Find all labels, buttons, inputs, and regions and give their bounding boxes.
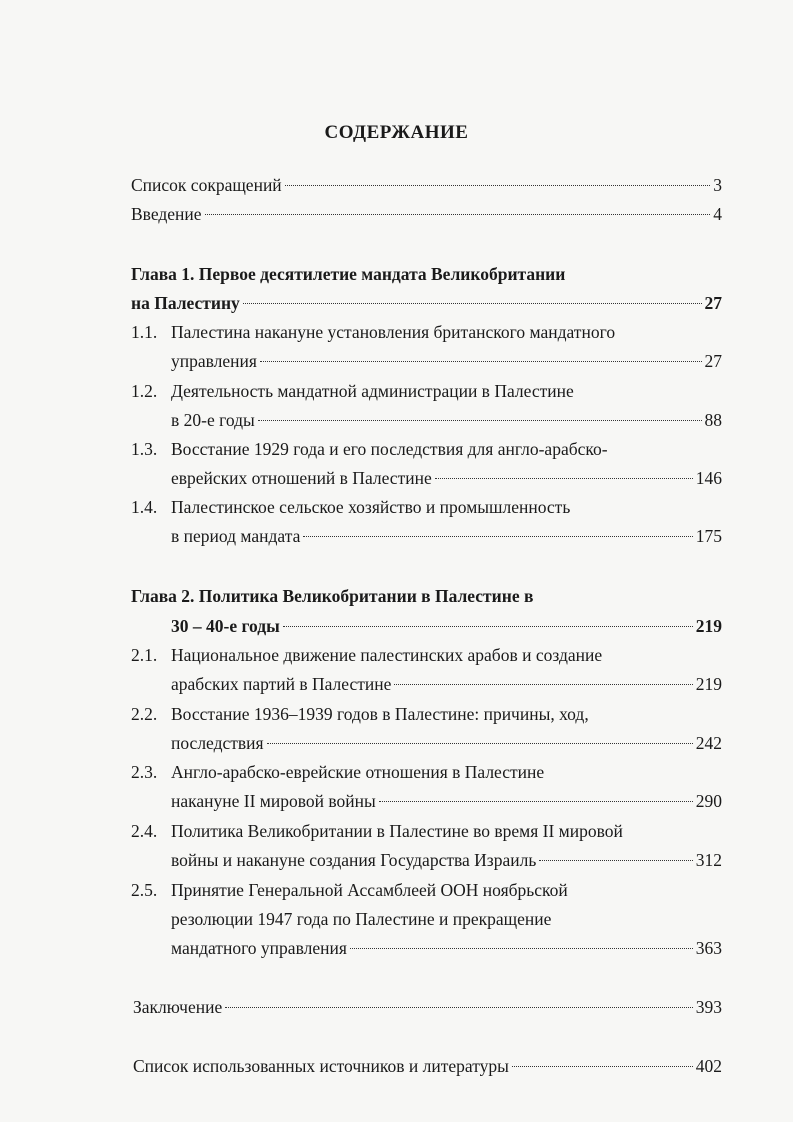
section-2-5-line2: резолюции 1947 года по Палестине и прекращение bbox=[171, 909, 552, 929]
chapter-1-title: Глава 1. Первое десятилетие мандата Великобритании bbox=[131, 264, 566, 284]
section-2-4: 2.4. Политика Великобритании в Палестине во время II мировой bbox=[131, 821, 623, 841]
section-2-3: 2.3. Англо-арабско-еврейские отношения в Палестине bbox=[131, 762, 545, 782]
section-2-4-cont: войны и накануне создания Государства Израиль 312 bbox=[171, 850, 722, 870]
leader-dots bbox=[225, 1007, 693, 1008]
section-1-1-cont: управления 27 bbox=[171, 351, 722, 371]
section-1-4-cont: в период мандата 175 bbox=[171, 526, 722, 546]
chapter-2-title-cont: 30 – 40-е годы 219 bbox=[171, 616, 722, 636]
leader-dots bbox=[379, 801, 693, 802]
leader-dots bbox=[260, 361, 702, 362]
section-1-1: 1.1. Палестина накануне установления британского мандатного bbox=[131, 322, 616, 342]
section-2-2-cont: последствия 242 bbox=[171, 733, 722, 753]
chapter-1-title-cont: на Палестину 27 bbox=[131, 293, 722, 313]
leader-dots bbox=[258, 420, 702, 421]
chapter-2-title: Глава 2. Политика Великобритании в Палестине в bbox=[131, 586, 534, 606]
section-2-5: 2.5. Принятие Генеральной Ассамблеей ООН ноябрьской bbox=[131, 880, 568, 900]
section-1-4: 1.4. Палестинское сельское хозяйство и промышленность bbox=[131, 497, 571, 517]
leader-dots bbox=[350, 948, 693, 949]
section-1-2: 1.2. Деятельность мандатной администрации в Палестине bbox=[131, 381, 574, 401]
leader-dots bbox=[267, 743, 693, 744]
leader-dots bbox=[512, 1066, 693, 1067]
section-2-1-cont: арабских партий в Палестине 219 bbox=[171, 674, 722, 694]
leader-dots bbox=[303, 536, 692, 537]
toc-entry-abbreviations: Список сокращений 3 bbox=[131, 175, 722, 195]
section-2-1: 2.1. Национальное движение палестинских арабов и создание bbox=[131, 645, 603, 665]
leader-dots bbox=[243, 303, 702, 304]
leader-dots bbox=[285, 185, 711, 186]
toc-entry-sources: Список использованных источников и литературы 402 bbox=[133, 1056, 722, 1076]
leader-dots bbox=[435, 478, 693, 479]
leader-dots bbox=[283, 626, 693, 627]
section-1-2-cont: в 20-е годы 88 bbox=[171, 410, 722, 430]
toc-entry-introduction: Введение 4 bbox=[131, 204, 722, 224]
leader-dots bbox=[539, 860, 692, 861]
leader-dots bbox=[394, 684, 692, 685]
leader-dots bbox=[205, 214, 711, 215]
section-1-3-cont: еврейских отношений в Палестине 146 bbox=[171, 468, 722, 488]
section-2-2: 2.2. Восстание 1936–1939 годов в Палестине: причины, ход, bbox=[131, 704, 589, 724]
section-2-3-cont: накануне II мировой войны 290 bbox=[171, 791, 722, 811]
page-title: СОДЕРЖАНИЕ bbox=[324, 122, 469, 143]
toc-entry-conclusion: Заключение 393 bbox=[133, 997, 722, 1017]
section-2-5-cont: мандатного управления 363 bbox=[171, 938, 722, 958]
section-1-3: 1.3. Восстание 1929 года и его последствия для англо-арабско- bbox=[131, 439, 608, 459]
